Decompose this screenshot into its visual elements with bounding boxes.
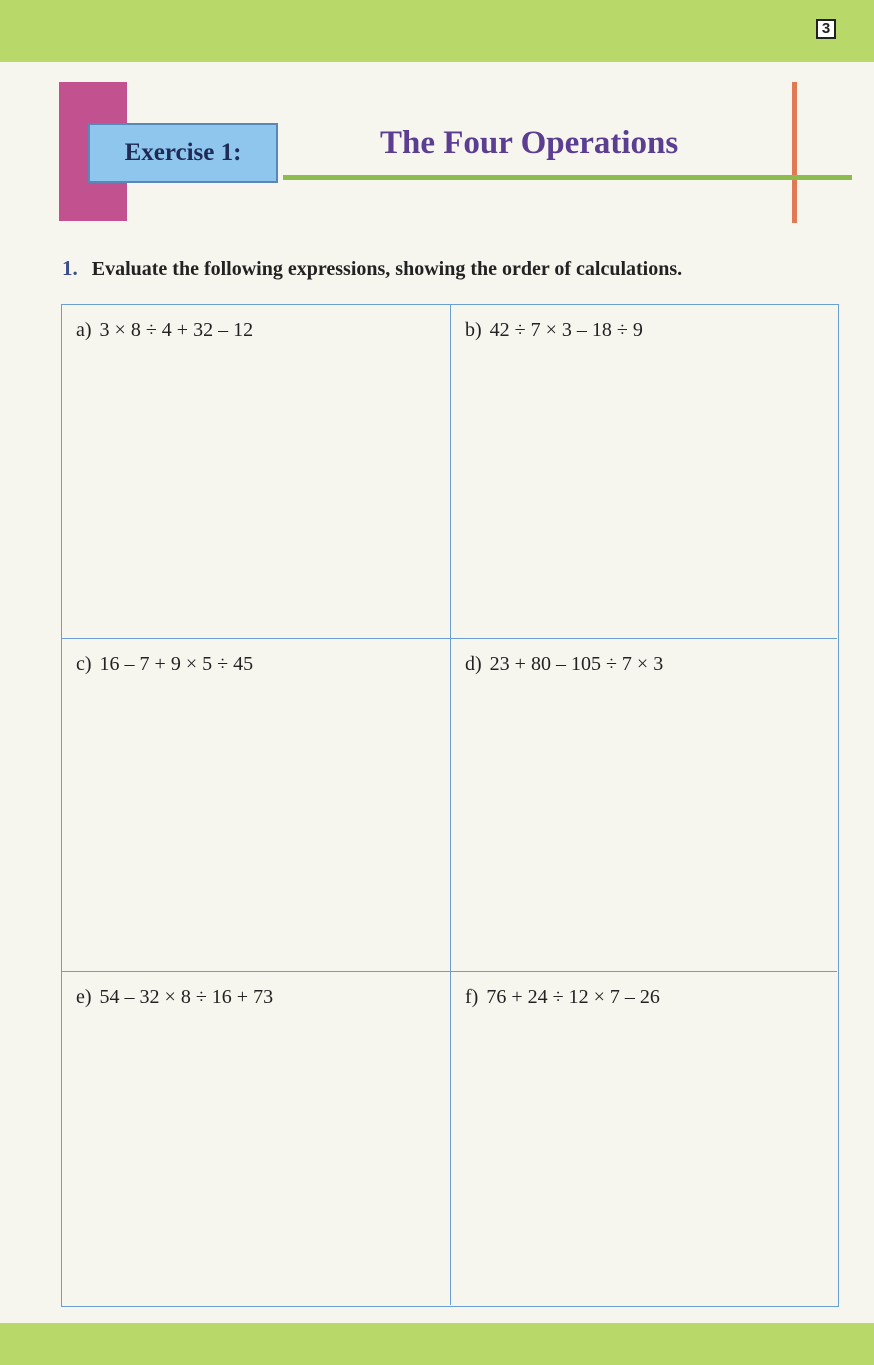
problem-label: e) bbox=[76, 986, 92, 1008]
problem-cell-c[interactable] bbox=[62, 639, 451, 972]
problem-label: f) bbox=[465, 986, 479, 1008]
problem-cell-e[interactable] bbox=[62, 972, 451, 1305]
title-underline bbox=[283, 175, 852, 180]
problem-expression: 3 × 8 ÷ 4 + 32 – 12 bbox=[99, 319, 254, 341]
top-color-band bbox=[0, 0, 874, 62]
bottom-color-band bbox=[0, 1323, 874, 1365]
decorative-orange-rule bbox=[792, 82, 797, 223]
problem-expression: 23 + 80 – 105 ÷ 7 × 3 bbox=[489, 653, 664, 675]
problem-cell-d[interactable] bbox=[451, 639, 837, 972]
question-instruction bbox=[62, 256, 682, 281]
question-text: Evaluate the following expressions, showing the order of calculations. bbox=[91, 258, 683, 280]
problem-expression: 42 ÷ 7 × 3 – 18 ÷ 9 bbox=[489, 319, 643, 341]
problem-cell-b[interactable] bbox=[451, 305, 837, 639]
page-title: The Four Operations bbox=[380, 125, 679, 161]
problem-expression: 54 – 32 × 8 ÷ 16 + 73 bbox=[99, 986, 274, 1008]
problem-label: c) bbox=[76, 653, 92, 675]
problem-expression: 16 – 7 + 9 × 5 ÷ 45 bbox=[99, 653, 254, 675]
page-number: 3 bbox=[816, 19, 836, 39]
problem-label: b) bbox=[465, 319, 482, 341]
problem-expression: 76 + 24 ÷ 12 × 7 – 26 bbox=[486, 986, 660, 1008]
problem-label: a) bbox=[76, 319, 92, 341]
problem-cell-a[interactable] bbox=[62, 305, 451, 639]
problem-label: d) bbox=[465, 653, 482, 675]
problem-cell-f[interactable] bbox=[451, 972, 837, 1305]
question-number: 1. bbox=[62, 256, 78, 280]
answer-grid bbox=[61, 304, 839, 1307]
exercise-label: Exercise 1: bbox=[88, 123, 278, 183]
